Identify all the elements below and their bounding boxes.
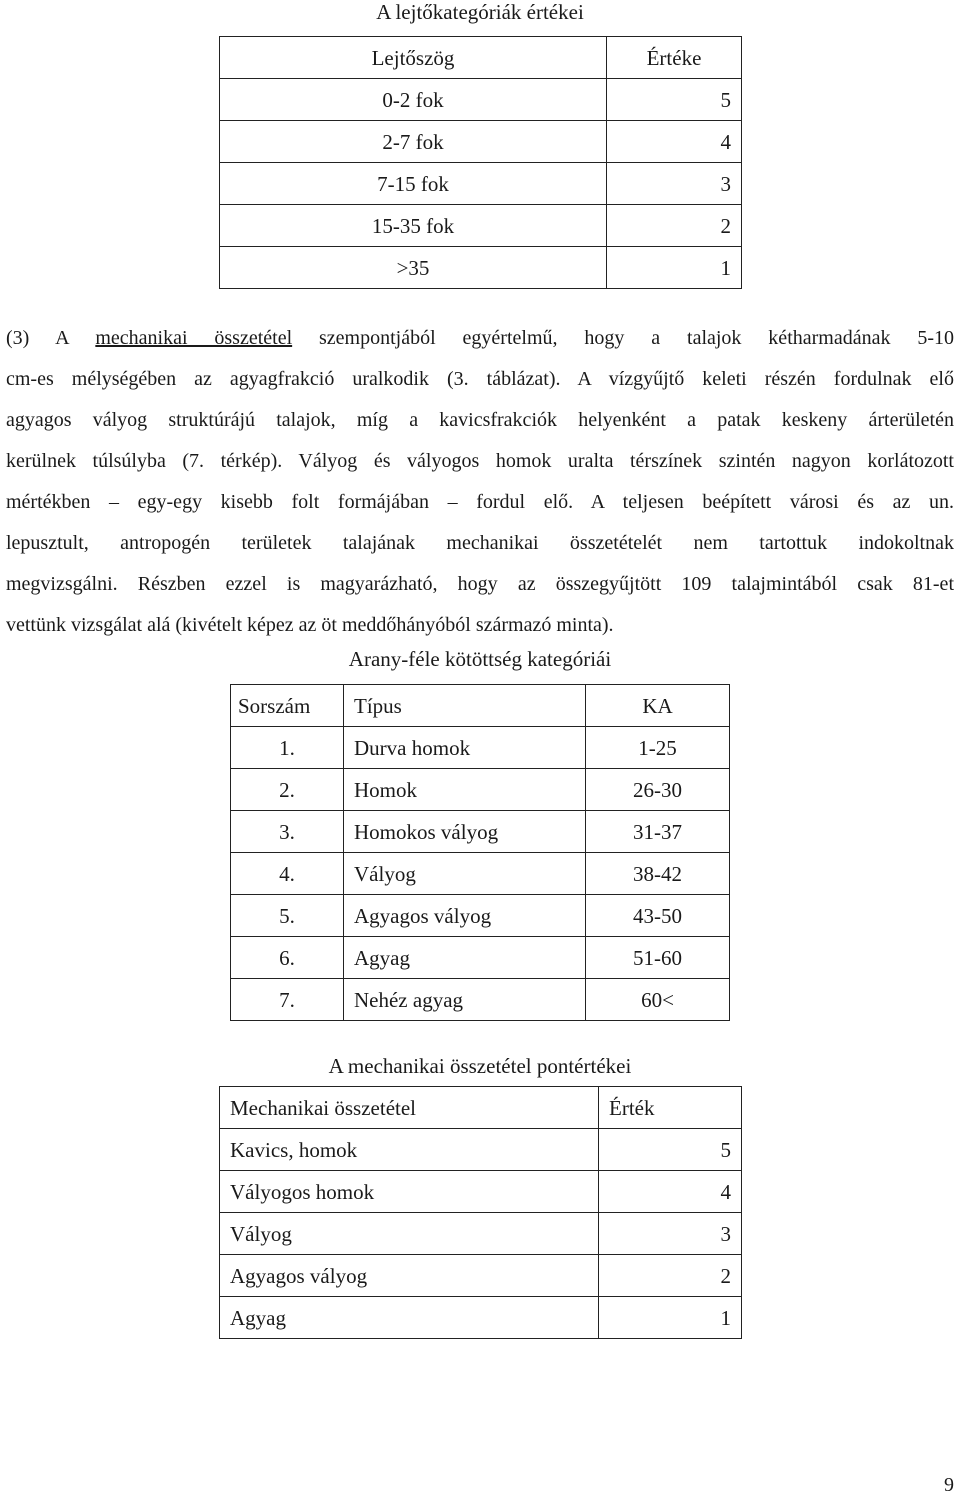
cell-type: Nehéz agyag: [344, 979, 586, 1021]
cell-slope: 7-15 fok: [220, 163, 607, 205]
table-row: [220, 1255, 742, 1297]
cell-type: Agyag: [344, 937, 586, 979]
cell-composition: Agyagos vályog: [220, 1255, 599, 1297]
table-row: [231, 727, 730, 769]
table-row: [220, 163, 742, 205]
paragraph-line: mértékben – egy-egy kisebb folt formájában – fordul elő. A teljesen beépített városi és az un.: [6, 491, 954, 513]
cell-composition: Vályog: [220, 1213, 599, 1255]
header-number: Sorszám: [231, 685, 344, 727]
header-slope: Lejtőszög: [220, 37, 607, 79]
paragraph-line: lepusztult, antropogén területek talajának mechanikai összetételét nem tartottuk indokoltnak: [6, 532, 954, 554]
cell-score: 3: [599, 1213, 742, 1255]
paragraph-line: cm-es mélységében az agyagfrakció uralkodik (3. táblázat). A vízgyűjtő keleti részén fordulnak elő: [6, 368, 954, 390]
cell-score: 1: [599, 1297, 742, 1339]
cell-composition: Vályogos homok: [220, 1171, 599, 1213]
cell-type: Durva homok: [344, 727, 586, 769]
cell-slope: 2-7 fok: [220, 121, 607, 163]
body-paragraph: [6, 318, 954, 646]
cell-slope: 0-2 fok: [220, 79, 607, 121]
cell-ka: 51-60: [586, 937, 730, 979]
table-row: [231, 769, 730, 811]
cell-slope: >35: [220, 247, 607, 289]
paragraph-line: [6, 318, 954, 359]
table3-caption: A mechanikai összetétel pontértékei: [328, 1054, 632, 1078]
paragraph-line: agyagos vályog struktúrájú talajok, míg a kavicsfrakciók helyenként a patak keskeny árterületén: [6, 409, 954, 431]
cell-number: 6.: [231, 937, 344, 979]
cell-ka: 60<: [586, 979, 730, 1021]
table-row: [220, 121, 742, 163]
table-header-row: [220, 37, 742, 79]
header-score: Érték: [599, 1087, 742, 1129]
header-value: Értéke: [607, 37, 742, 79]
cell-type: Agyagos vályog: [344, 895, 586, 937]
cell-value: 1: [607, 247, 742, 289]
cell-number: 1.: [231, 727, 344, 769]
table-row: [220, 247, 742, 289]
table-row: [220, 1129, 742, 1171]
header-ka: KA: [586, 685, 730, 727]
cell-ka: 43-50: [586, 895, 730, 937]
cell-value: 4: [607, 121, 742, 163]
paragraph-prefix: (3) A: [6, 327, 96, 349]
cell-ka: 38-42: [586, 853, 730, 895]
underlined-term: mechanikai összetétel: [95, 327, 293, 349]
cell-score: 5: [599, 1129, 742, 1171]
paragraph-line: megvizsgálni. Részben ezzel is magyarázható, hogy az összegyűjtött 109 talajmintából csak 81-et: [6, 573, 954, 595]
cell-score: 4: [599, 1171, 742, 1213]
table-row: [231, 895, 730, 937]
table-header-row: [231, 685, 730, 727]
table-row: [220, 1297, 742, 1339]
paragraph-line: kerülnek túlsúlyba (7. térkép). Vályog és vályogos homok uralta térszínek szintén nagyon korlátozott: [6, 450, 954, 472]
cell-number: 7.: [231, 979, 344, 1021]
cell-ka: 31-37: [586, 811, 730, 853]
paragraph-line: vettünk vizsgálat alá (kivételt képez az öt meddőhányóból származó minta).: [6, 614, 614, 636]
cell-value: 5: [607, 79, 742, 121]
slope-category-table: [219, 36, 742, 289]
table-row: [220, 205, 742, 247]
table-row: [231, 853, 730, 895]
cell-number: 2.: [231, 769, 344, 811]
cell-ka: 1-25: [586, 727, 730, 769]
cell-number: 4.: [231, 853, 344, 895]
table-row: [231, 937, 730, 979]
cell-composition: Kavics, homok: [220, 1129, 599, 1171]
table-row: [231, 811, 730, 853]
table2-caption: Arany-féle kötöttség kategóriái: [348, 647, 612, 671]
header-type: Típus: [344, 685, 586, 727]
cell-number: 5.: [231, 895, 344, 937]
cell-type: Homokos vályog: [344, 811, 586, 853]
header-composition: Mechanikai összetétel: [220, 1087, 599, 1129]
table-row: [220, 1171, 742, 1213]
cell-composition: Agyag: [220, 1297, 599, 1339]
table-row: [220, 1213, 742, 1255]
cell-number: 3.: [231, 811, 344, 853]
paragraph-line1-rest: szempontjából egyértelmű, hogy a talajok kétharmadának 5-10: [292, 327, 955, 349]
table-row: [231, 979, 730, 1021]
cell-value: 3: [607, 163, 742, 205]
cell-type: Vályog: [344, 853, 586, 895]
table-header-row: [220, 1087, 742, 1129]
table-row: [220, 79, 742, 121]
arany-category-table: [230, 684, 730, 1021]
page-number: 9: [944, 1474, 954, 1496]
cell-ka: 26-30: [586, 769, 730, 811]
mechanical-score-table: [219, 1086, 742, 1339]
cell-score: 2: [599, 1255, 742, 1297]
cell-type: Homok: [344, 769, 586, 811]
cell-value: 2: [607, 205, 742, 247]
table1-caption: A lejtőkategóriák értékei: [376, 0, 584, 24]
cell-slope: 15-35 fok: [220, 205, 607, 247]
